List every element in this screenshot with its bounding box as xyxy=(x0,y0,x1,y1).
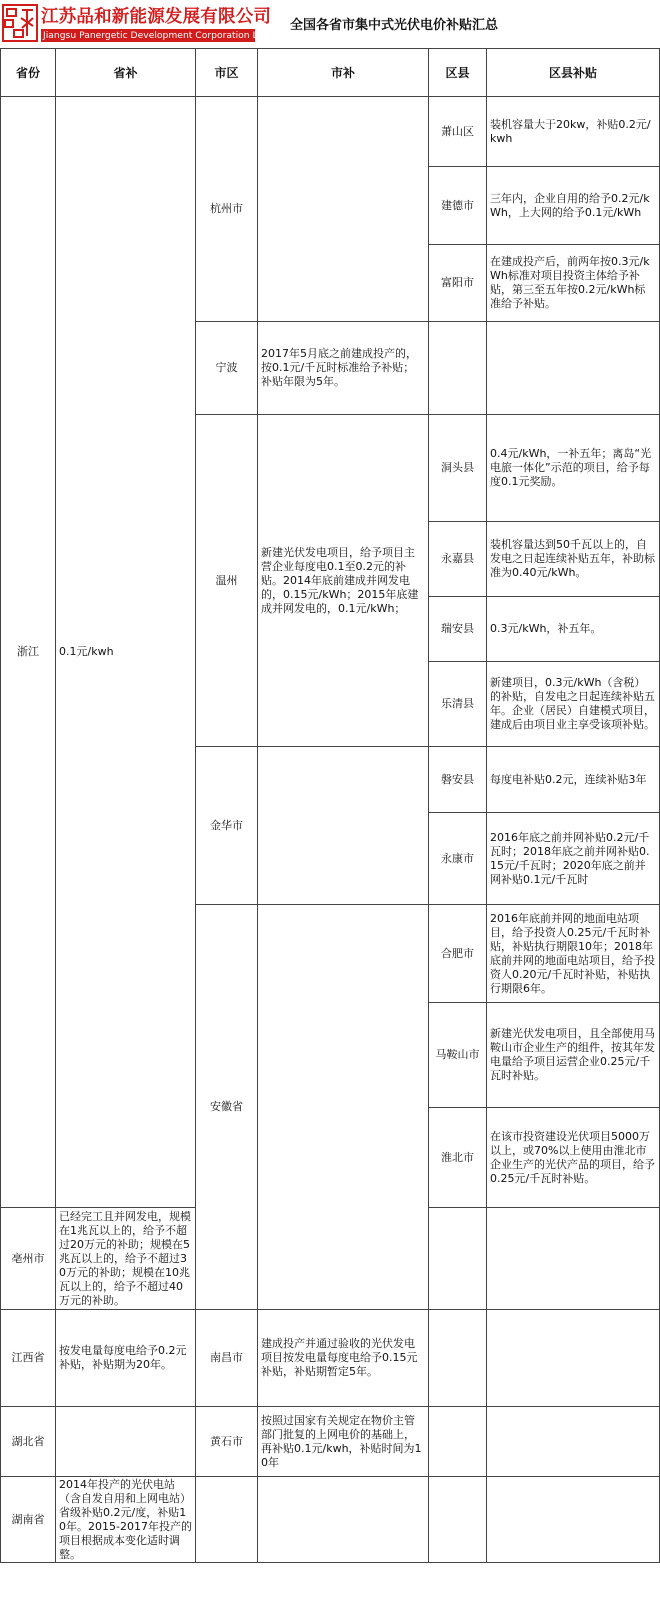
column-header: 省补 xyxy=(56,49,196,97)
county-subsidy-cell xyxy=(487,1407,660,1477)
county-subsidy-cell: 每度电补贴0.2元，连续补贴3年 xyxy=(487,747,660,813)
province-cell: 江西省 xyxy=(1,1310,56,1407)
county-subsidy-cell xyxy=(487,322,660,415)
county-cell: 洞头县 xyxy=(429,415,487,522)
county-cell xyxy=(429,1407,487,1477)
city-subsidy-cell xyxy=(258,97,429,322)
city-cell: 合肥市 xyxy=(429,905,487,1003)
county-cell: 永嘉县 xyxy=(429,522,487,597)
county-cell: 富阳市 xyxy=(429,245,487,322)
city-subsidy-cell: 2017年5月底之前建成投产的，按0.1元/千瓦时标准给予补贴；补贴年限为5年。 xyxy=(258,322,429,415)
city-subsidy-cell: 已经完工且并网发电，规模在1兆瓦以上的，给予不超过20万元的补助；规模在5兆瓦以上的，给予不超过30万元的补助；规模在10兆瓦以上的，给予不超过40万元的补助。 xyxy=(56,1208,196,1310)
company-logo-seal xyxy=(2,4,38,42)
county-cell: 磐安县 xyxy=(429,747,487,813)
province-subsidy-cell: 0.1元/kwh xyxy=(56,97,196,1208)
table-header-row xyxy=(1,49,660,97)
city-subsidy-cell: 2016年底前并网的地面电站项目，给予投资人0.25元/千瓦时补贴，补贴执行期限10年；2018年底前并网的地面电站项目，给予投资人0.20元/千瓦时补贴，补贴执行期限6年。 xyxy=(487,905,660,1003)
column-header: 区县 xyxy=(429,49,487,97)
city-subsidy-cell: 在该市投资建设光伏项目5000万以上，或70%以上使用由淮北市企业生产的光伏产品的项目，给予0.25元/千瓦时补贴。 xyxy=(487,1108,660,1208)
county-subsidy-cell xyxy=(487,1310,660,1407)
city-cell: 宁波 xyxy=(196,322,258,415)
province-cell: 湖北省 xyxy=(1,1407,56,1477)
county-subsidy-cell: 0.4元/kWh，一补五年；离岛“光电旅一体化”示范的项目，给予每度0.1元奖励。 xyxy=(487,415,660,522)
table-row xyxy=(1,1310,660,1407)
city-cell: 亳州市 xyxy=(1,1208,56,1310)
city-cell: 淮北市 xyxy=(429,1108,487,1208)
city-subsidy-cell xyxy=(258,1477,429,1563)
column-header: 省份 xyxy=(1,49,56,97)
column-header: 市补 xyxy=(258,49,429,97)
table-row xyxy=(1,1477,660,1563)
province-cell: 湖南省 xyxy=(1,1477,56,1563)
city-cell: 杭州市 xyxy=(196,97,258,322)
county-subsidy-cell: 0.3元/kWh，补五年。 xyxy=(487,597,660,662)
subsidy-table xyxy=(0,48,660,1563)
province-subsidy-cell: 按发电量每度电给予0.2元补贴，补贴期为20年。 xyxy=(56,1310,196,1407)
city-subsidy-cell xyxy=(258,747,429,905)
city-cell: 黄石市 xyxy=(196,1407,258,1477)
province-subsidy-cell xyxy=(56,1407,196,1477)
county-subsidy-cell xyxy=(487,1477,660,1563)
city-subsidy-cell: 按照过国家有关规定在物价主管部门批复的上网电价的基础上，再补贴0.1元/kwh，补贴时间为10年 xyxy=(258,1407,429,1477)
county-subsidy-cell: 装机容量大于20kw，补贴0.2元/kwh xyxy=(487,97,660,167)
county-subsidy-cell xyxy=(487,1208,660,1310)
county-subsidy-cell: 2016年底之前并网补贴0.2元/千瓦时；2018年底之前并网补贴0.15元/千瓦时；2020年底之前并网补贴0.1元/千瓦时 xyxy=(487,813,660,905)
city-subsidy-cell: 建成投产并通过验收的光伏发电项目按发电量每度电给予0.15元补贴，补贴期暂定5年。 xyxy=(258,1310,429,1407)
header xyxy=(0,0,659,47)
company-name-en: Jiangsu Panergetic Development Corporation Limited xyxy=(43,30,287,41)
city-subsidy-cell: 新建光伏发电项目，且全部使用马鞍山市企业生产的组件，按其年发电量给予项目运营企业0.25元/千瓦时补贴。 xyxy=(487,1003,660,1108)
company-name-cn: 江苏品和新能源发展有限公司 xyxy=(41,7,272,27)
county-cell: 瑞安县 xyxy=(429,597,487,662)
city-cell: 马鞍山市 xyxy=(429,1003,487,1108)
city-cell: 温州 xyxy=(196,415,258,747)
county-subsidy-cell: 新建项目，0.3元/kWh（含税）的补贴，自发电之日起连续补贴五年。企业（居民）自建模式项目，建成后由项目业主享受该项补贴。 xyxy=(487,662,660,747)
table-row xyxy=(1,1407,660,1477)
city-cell: 南昌市 xyxy=(196,1310,258,1407)
county-cell: 永康市 xyxy=(429,813,487,905)
province-cell: 安徽省 xyxy=(196,905,258,1310)
county-cell xyxy=(429,322,487,415)
page-title: 全国各省市集中式光伏电价补贴汇总 xyxy=(290,18,499,33)
county-cell: 建德市 xyxy=(429,167,487,245)
county-cell: 萧山区 xyxy=(429,97,487,167)
city-cell xyxy=(196,1477,258,1563)
county-subsidy-cell: 装机容量达到50千瓦以上的，自发电之日起连续补贴五年，补助标准为0.40元/kWh。 xyxy=(487,522,660,597)
county-subsidy-cell: 在建成投产后，前两年按0.3元/kWh标准对项目投资主体给予补贴，第三至五年按0.2元/kWh标准给予补贴。 xyxy=(487,245,660,322)
column-header: 市区 xyxy=(196,49,258,97)
city-subsidy-cell: 新建光伏发电项目，给予项目主营企业每度电0.1至0.2元的补贴。2014年底前建成并网发电的，0.15元/kWh；2015年底建成并网发电的，0.1元/kWh； xyxy=(258,415,429,747)
county-subsidy-cell: 三年内，企业自用的给予0.2元/kWh，上大网的给予0.1元/kWh xyxy=(487,167,660,245)
city-cell: 金华市 xyxy=(196,747,258,905)
province-subsidy-cell xyxy=(258,905,429,1310)
column-header: 区县补贴 xyxy=(487,49,660,97)
county-cell xyxy=(429,1477,487,1563)
county-cell xyxy=(429,1310,487,1407)
county-cell: 乐清县 xyxy=(429,662,487,747)
table-row xyxy=(1,97,660,167)
county-cell xyxy=(429,1208,487,1310)
province-cell: 浙江 xyxy=(1,97,56,1208)
province-subsidy-cell: 2014年投产的光伏电站（含自发自用和上网电站）省级补贴0.2元/度，补贴10年。2015-2017年投产的项目根据成本变化适时调整。 xyxy=(56,1477,196,1563)
